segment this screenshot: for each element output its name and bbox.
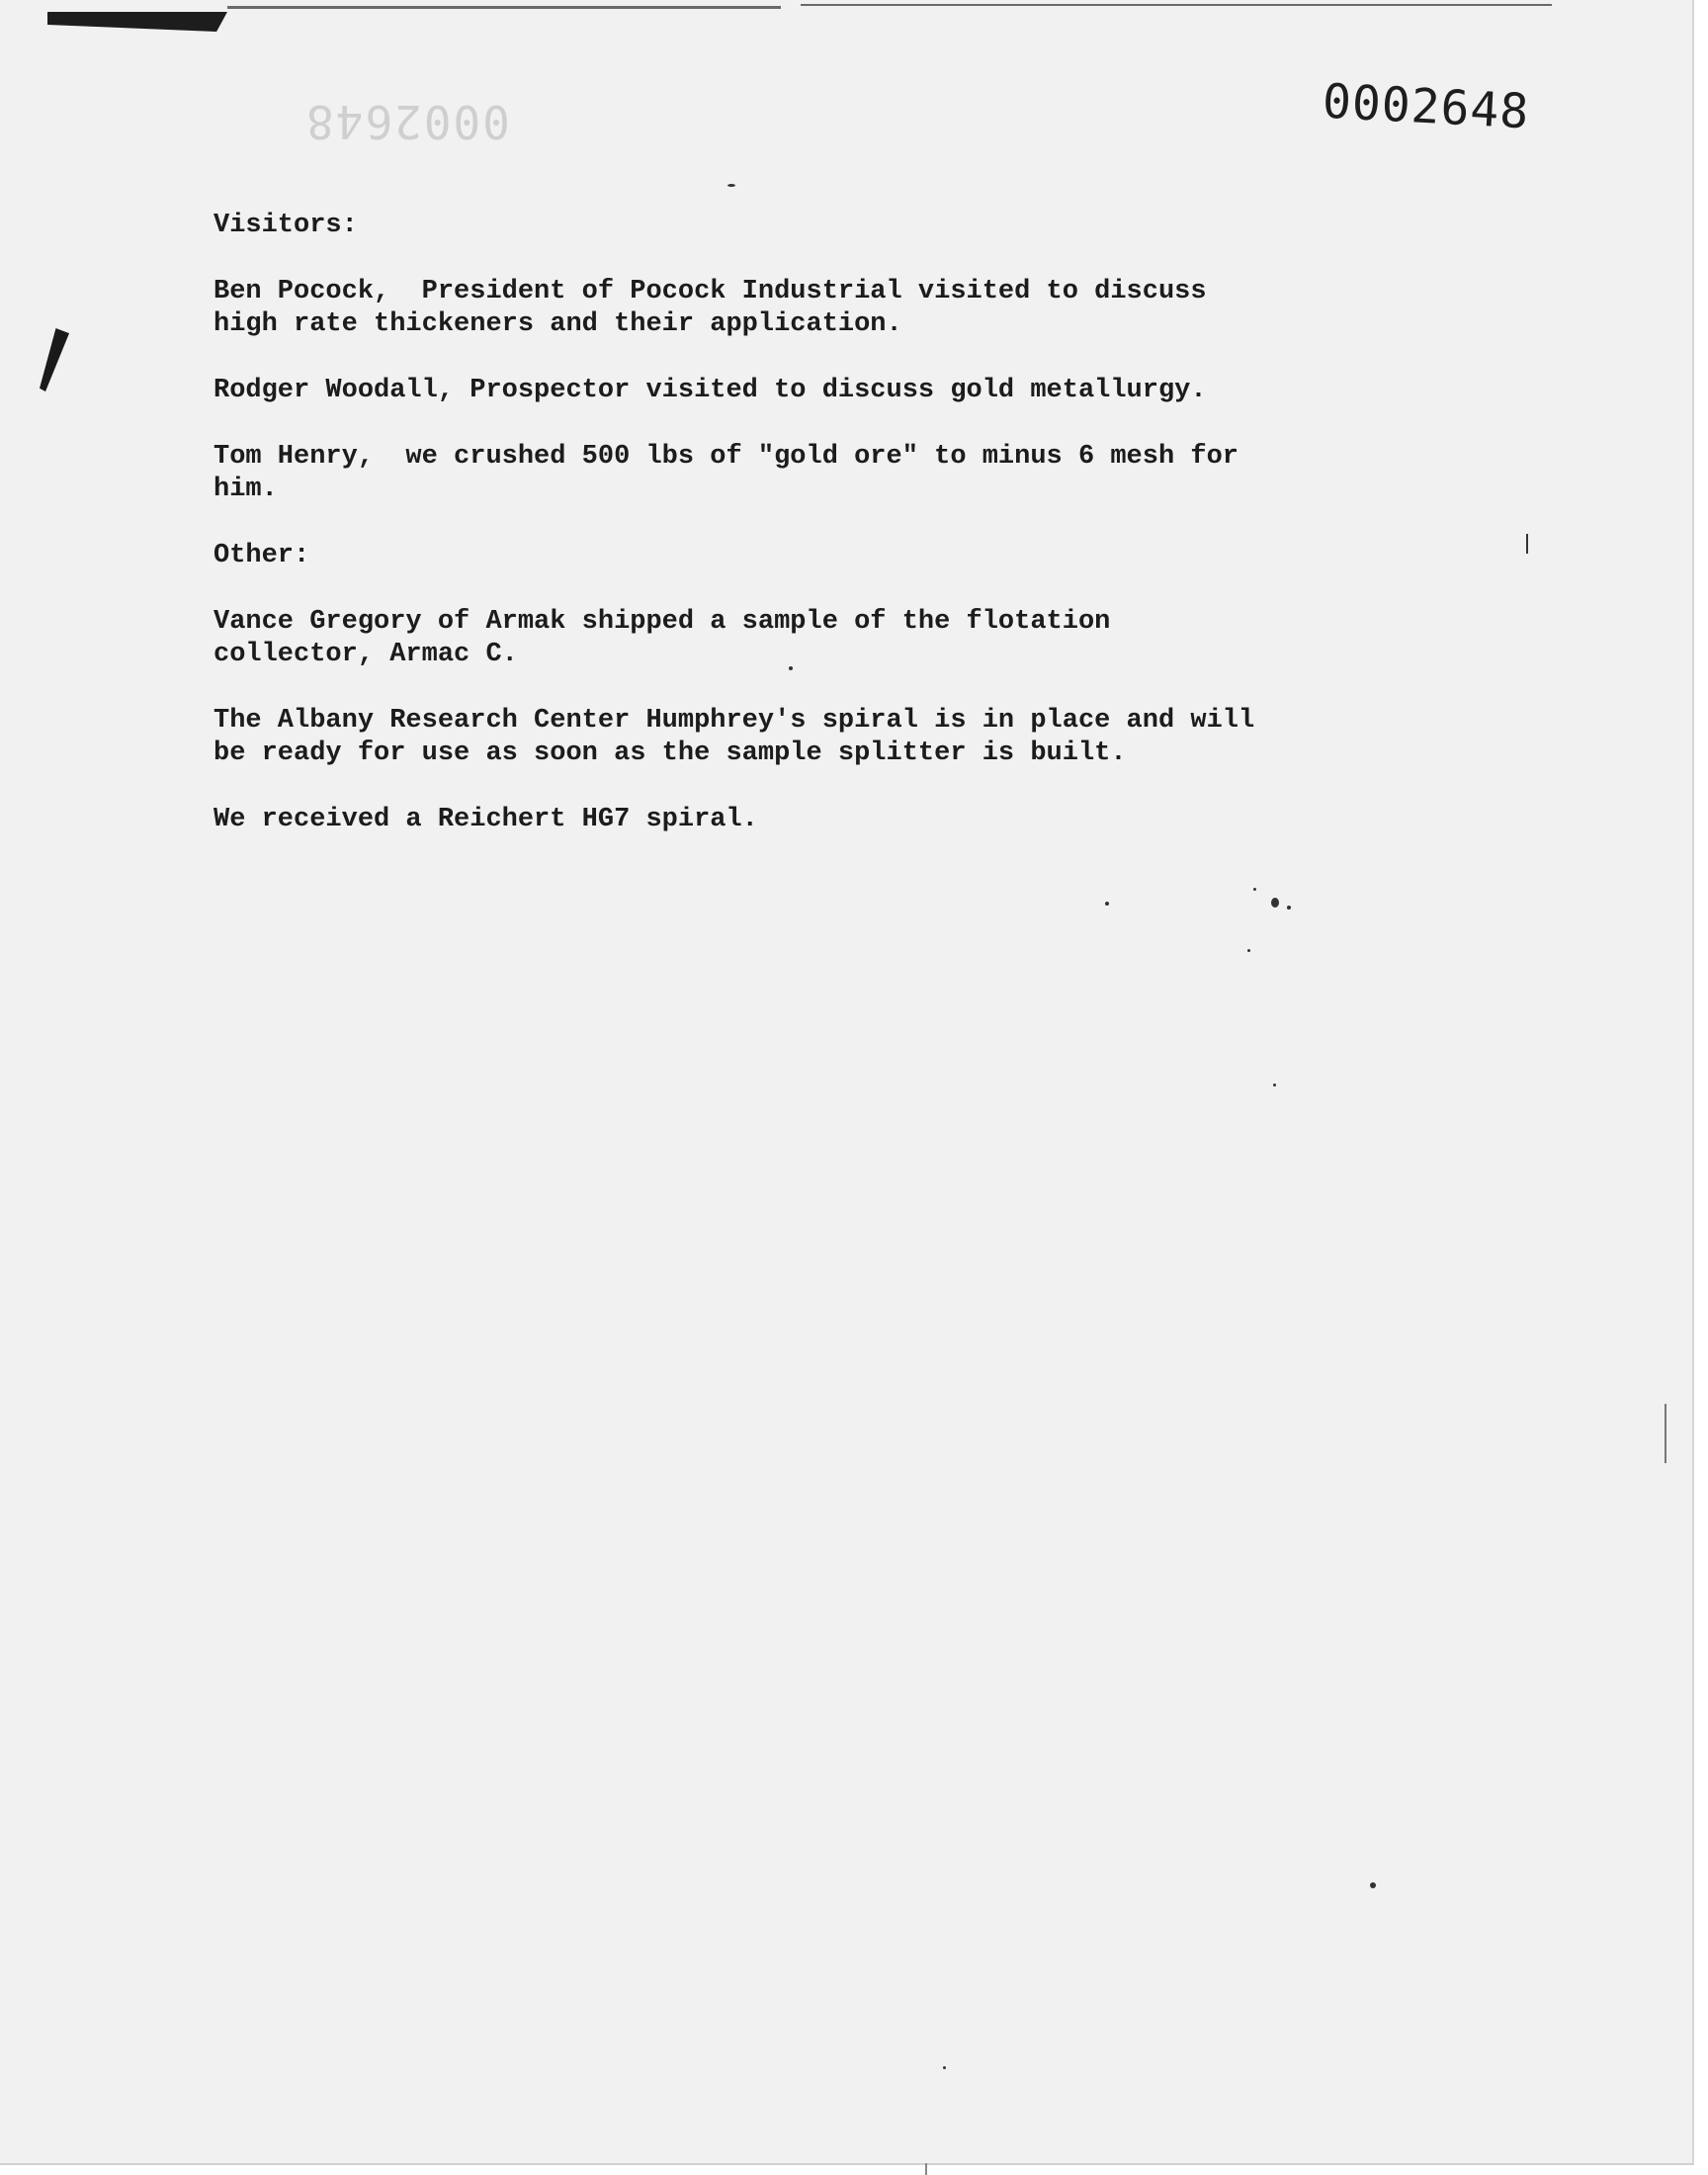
scan-speck [1665, 1404, 1666, 1463]
bleed-through-number: 0002648 [304, 95, 510, 148]
paragraph: The Albany Research Center Humphrey's spiral is in place and will be ready for use as soon as the sample splitter is built. [214, 706, 1255, 768]
section-heading-other: Other: [214, 541, 310, 570]
black-tab-mark [47, 12, 227, 32]
margin-mark [40, 328, 69, 392]
scan-speck [1287, 906, 1291, 910]
scan-speck [1247, 949, 1250, 952]
bottom-edge-mark [925, 2163, 927, 2175]
scan-speck [1105, 902, 1109, 906]
scan-speck [727, 184, 735, 187]
document-body [214, 210, 1321, 870]
section-heading-visitors: Visitors: [214, 211, 358, 240]
scan-speck [1526, 534, 1528, 554]
scan-speck [943, 2066, 946, 2069]
paragraph: We received a Reichert HG7 spiral. [214, 805, 758, 834]
scan-speck [1273, 1084, 1276, 1087]
paragraph: Tom Henry, we crushed 500 lbs of "gold ore" to minus 6 mesh for him. [214, 442, 1238, 504]
top-edge-rule [801, 4, 1552, 6]
scan-speck [1370, 1882, 1376, 1888]
paragraph: Rodger Woodall, Prospector visited to discuss gold metallurgy. [214, 376, 1207, 405]
document-number-stamp: 0002648 [1321, 73, 1531, 140]
scan-speck [1271, 898, 1279, 908]
paragraph: Vance Gregory of Armak shipped a sample of the flotation collector, Armac C. [214, 607, 1111, 669]
scan-speck [789, 666, 793, 670]
top-edge-rule [227, 6, 781, 9]
scan-speck [1253, 888, 1256, 891]
paragraph: Ben Pocock, President of Pocock Industrial visited to discuss high rate thickeners and their application. [214, 277, 1207, 339]
